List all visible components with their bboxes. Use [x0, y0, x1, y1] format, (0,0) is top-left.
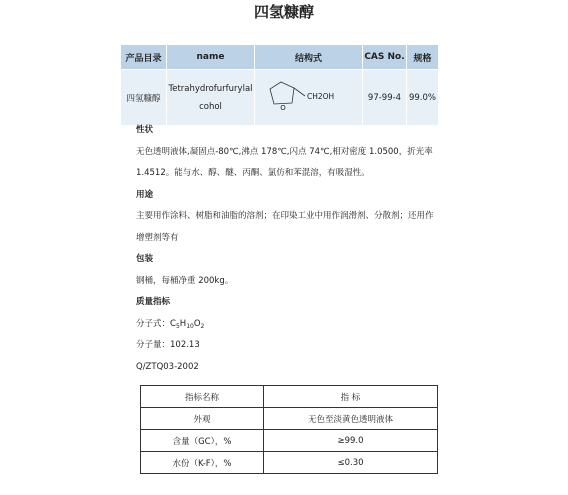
- spec-header-value: 指 标: [264, 386, 438, 408]
- bond: [294, 88, 305, 96]
- properties-line-2: 1.4512。能与水、醇、醚、丙酮、氯仿和苯混溶，有吸湿性。: [136, 168, 370, 178]
- molecular-formula: 分子式：$C_5H_{10}O_2$: [136, 318, 205, 330]
- quality-heading: 质量指标: [136, 297, 171, 307]
- furan-ring: [270, 82, 294, 104]
- spec-value: ≤0.30: [264, 452, 438, 474]
- header-cas: CAS No.: [363, 45, 407, 70]
- content: [136, 120, 436, 378]
- hydroxymethyl-label: CH2OH: [306, 92, 334, 101]
- name-cell: [167, 70, 255, 126]
- spec-header-name: 指标名称: [141, 386, 264, 408]
- product-table: [120, 44, 439, 126]
- table-row: [141, 430, 438, 452]
- standard-code: Q/ZTQ03-2002: [136, 361, 199, 372]
- packaging-heading: 包装: [136, 254, 154, 264]
- header-structure: 结构式: [255, 45, 363, 70]
- spec-header-row: [141, 386, 438, 408]
- spec-name: 水份（K-F），%: [141, 452, 264, 474]
- catalog-cell: 四氢糠醇: [121, 70, 167, 126]
- ring-oxygen-label: O: [279, 104, 286, 112]
- spec-table: [140, 385, 438, 474]
- spec-value: ≥99.0: [264, 430, 438, 452]
- spec-name: 含量（GC），%: [141, 430, 264, 452]
- properties-line-1: 无色透明液体,凝固点-80℃,沸点 178℃,闪点 74℃,相对密度 1.0500，折光率: [136, 146, 433, 157]
- properties-heading: 性状: [136, 125, 154, 135]
- table-row: [141, 452, 438, 474]
- table-row: [141, 408, 438, 430]
- structure-cell: [255, 70, 363, 126]
- usage-line-1: 主要用作涂料、树脂和油脂的溶剂；在印染工业中用作润滑剂、分散剂；还用作: [136, 211, 434, 221]
- molecular-weight: 分子量：102.13: [136, 340, 200, 350]
- page-title: 四氢糠醇: [253, 3, 314, 21]
- name-line-2: cohol: [199, 101, 222, 112]
- header-catalog: 产品目录: [121, 45, 167, 70]
- usage-line-2: 增塑剂等有: [136, 232, 179, 243]
- spec-name: 外观: [141, 408, 264, 430]
- product-table-header-row: [121, 45, 439, 70]
- molecule-structure: [259, 76, 359, 116]
- header-spec: 规格: [407, 45, 439, 70]
- table-row: [121, 70, 439, 126]
- packaging-text: 钢桶，每桶净重 200kg。: [136, 275, 234, 286]
- usage-heading: 用途: [136, 189, 154, 200]
- formula-label: 分子式：: [136, 318, 171, 329]
- spec-cell: 99.0%: [407, 70, 439, 126]
- header-name: name: [167, 45, 255, 70]
- cas-cell: 97-99-4: [363, 70, 407, 126]
- name-line-1: Tetrahydrofurfurylal: [168, 83, 253, 94]
- spec-value: 无色至淡黄色透明液体: [264, 408, 438, 430]
